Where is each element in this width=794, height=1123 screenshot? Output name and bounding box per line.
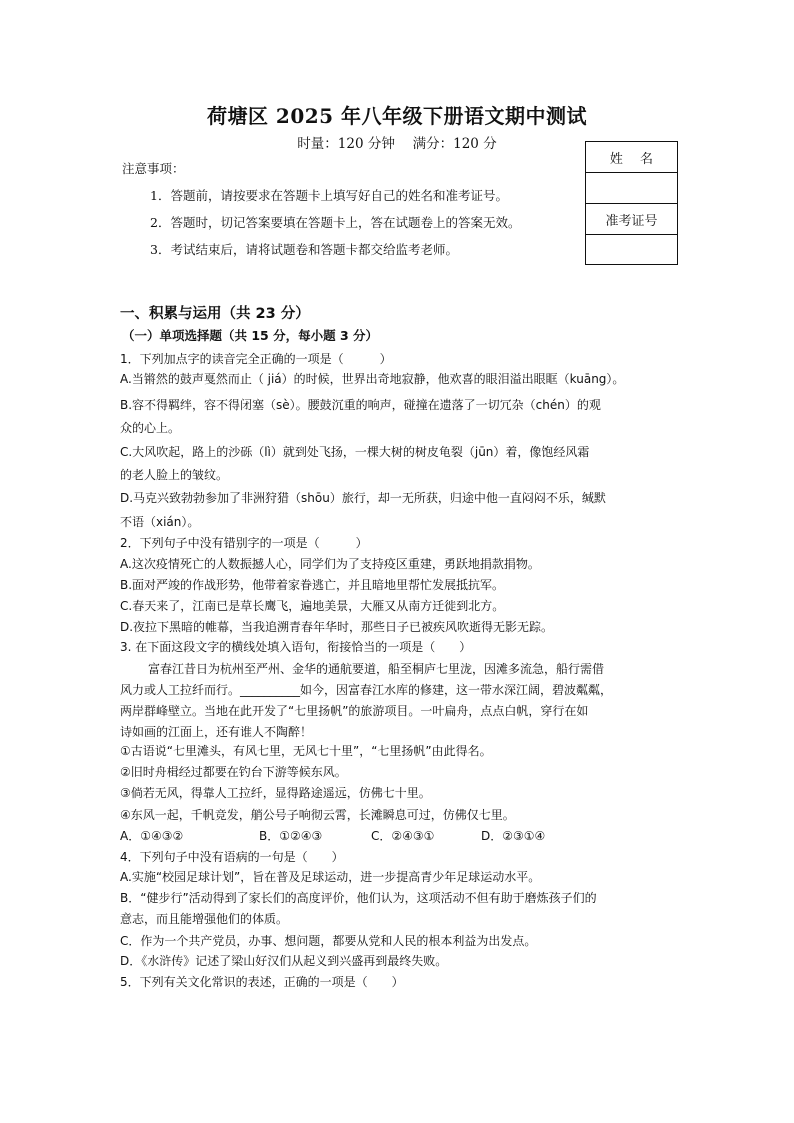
- option-line: A.实施“校园足球计划”，旨在普及足球运动，进一步提高青少年足球运动水平。: [120, 870, 541, 884]
- option-line: 的老人脸上的皱纹。: [120, 468, 229, 482]
- notice-item: 2．答题时，切记答案要填在答题卡上，答在试题卷上的答案无效。: [150, 215, 521, 230]
- passage-line: 诗如画的江面上，还有谁人不陶醉！: [120, 725, 313, 739]
- option-line: C.大风吹起，路上的沙砾（lì）就到处飞扬，一棵大树的树皮龟裂（jūn）着，像饱经风霜: [120, 445, 590, 459]
- notice-item: 3．考试结束后，请将试题卷和答题卡都交给监考老师。: [150, 242, 458, 257]
- option-line: A.当锵然的鼓声戛然而止（ jiá）的时候，世界出奇地寂静，他欢喜的眼泪溢出眼眶（kuāng）。: [120, 372, 625, 386]
- subsection-heading: （一）单项选择题（共 15 分，每小题 3 分）: [122, 328, 379, 343]
- option-line: C.春天来了，江南已是草长鹰飞，遍地美景，大雁又从南方迁徙到北方。: [120, 599, 505, 613]
- option-line: B.面对严竣的作战形势，他带着家眷逃亡，并且暗地里帮忙发展抵抗军。: [120, 578, 505, 592]
- option-line: B.容不得羁绊，容不得闭塞（sè）。腰鼓沉重的响声，碰撞在遗落了一切冗杂（chén）的观: [120, 398, 601, 412]
- exam-subtitle: 时量：120 分钟 满分：120 分: [297, 136, 497, 152]
- notice-heading: 注意事项：: [122, 161, 185, 176]
- passage-line: 富春江昔日为杭州至严州、金华的通航要道，船至桐庐七里泷，因滩多流急，船行需借: [148, 662, 605, 676]
- option-line: B．“健步行”活动得到了家长们的高度评价，他们认为，这项活动不但有助于磨炼孩子们的: [120, 891, 597, 905]
- option-line: C．作为一个共产党员，办事、想问题，都要从党和人民的根本利益为出发点。: [120, 934, 537, 948]
- id-field[interactable]: [586, 235, 677, 266]
- question-line: 1．下列加点字的读音完全正确的一项是（ ）: [120, 352, 392, 366]
- sentence-line: ②旧时舟楫经过都要在钓台下游等候东风。: [120, 765, 347, 779]
- answer-option-b: B．①②④③: [259, 829, 323, 843]
- option-line: D.夜拉下黑暗的帷幕，当我追溯青春年华时，那些日子已被疾风吹逝得无影无踪。: [120, 620, 554, 634]
- option-line: D．《水浒传》记述了梁山好汉们从起义到兴盛再到最终失败。: [120, 954, 448, 968]
- notice-item: 1．答题前，请按要求在答题卡上填写好自己的姓名和准考证号。: [150, 188, 508, 203]
- question-line: 5．下列有关文化常识的表述，正确的一项是（ ）: [120, 975, 404, 989]
- exam-title: 荷塘区 2025 年八年级下册语文期中测试: [206, 104, 588, 128]
- answer-option-c: C．②④③①: [371, 829, 435, 843]
- id-label: 准考证号: [586, 204, 677, 235]
- passage-line: 风力或人工拉纤而行。__________如今，因富春江水库的修建，这一带水深江阔，碧波粼粼，: [120, 683, 613, 697]
- option-line: A.这次疫情死亡的人数振撼人心，同学们为了支持疫区重建，勇跃地捐款捐物。: [120, 557, 540, 571]
- name-field[interactable]: [586, 173, 677, 204]
- question-line: 2．下列句子中没有错别字的一项是（ ）: [120, 536, 368, 550]
- student-info-box: [585, 141, 678, 265]
- answer-option-d: D．②③①④: [481, 829, 546, 843]
- option-line: 意志，而且能增强他们的体质。: [120, 912, 289, 926]
- section-heading: 一、积累与运用（共 23 分）: [120, 306, 310, 322]
- answer-option-a: A．①④③②: [120, 829, 184, 843]
- sentence-line: ①古语说“七里滩头，有风七里，无风七十里”，“七里扬帆”由此得名。: [120, 744, 492, 758]
- name-label: 姓 名: [586, 142, 677, 173]
- option-line: D.马克兴致勃勃参加了非洲狩猎（shōu）旅行，却一无所获，归途中他一直闷闷不乐，缄默: [120, 491, 606, 505]
- option-line: 众的心上。: [120, 421, 181, 435]
- sentence-line: ④东风一起，千帆竞发，艄公号子响彻云霄，长滩瞬息可过，仿佛仅七里。: [120, 808, 515, 822]
- option-line: 不语（xián）。: [120, 515, 200, 529]
- sentence-line: ③倘若无风，得靠人工拉纤，显得路途遥远，仿佛七十里。: [120, 786, 431, 800]
- passage-line: 两岸群峰壁立。当地在此开发了“七里扬帆”的旅游项目。一叶扁舟，点点白帆，穿行在如: [120, 704, 589, 718]
- question-line: 4．下列句子中没有语病的一句是（ ）: [120, 850, 344, 864]
- question-line: 3. 在下面这段文字的横线处填入语句，衔接恰当的一项是（ ）: [120, 640, 472, 654]
